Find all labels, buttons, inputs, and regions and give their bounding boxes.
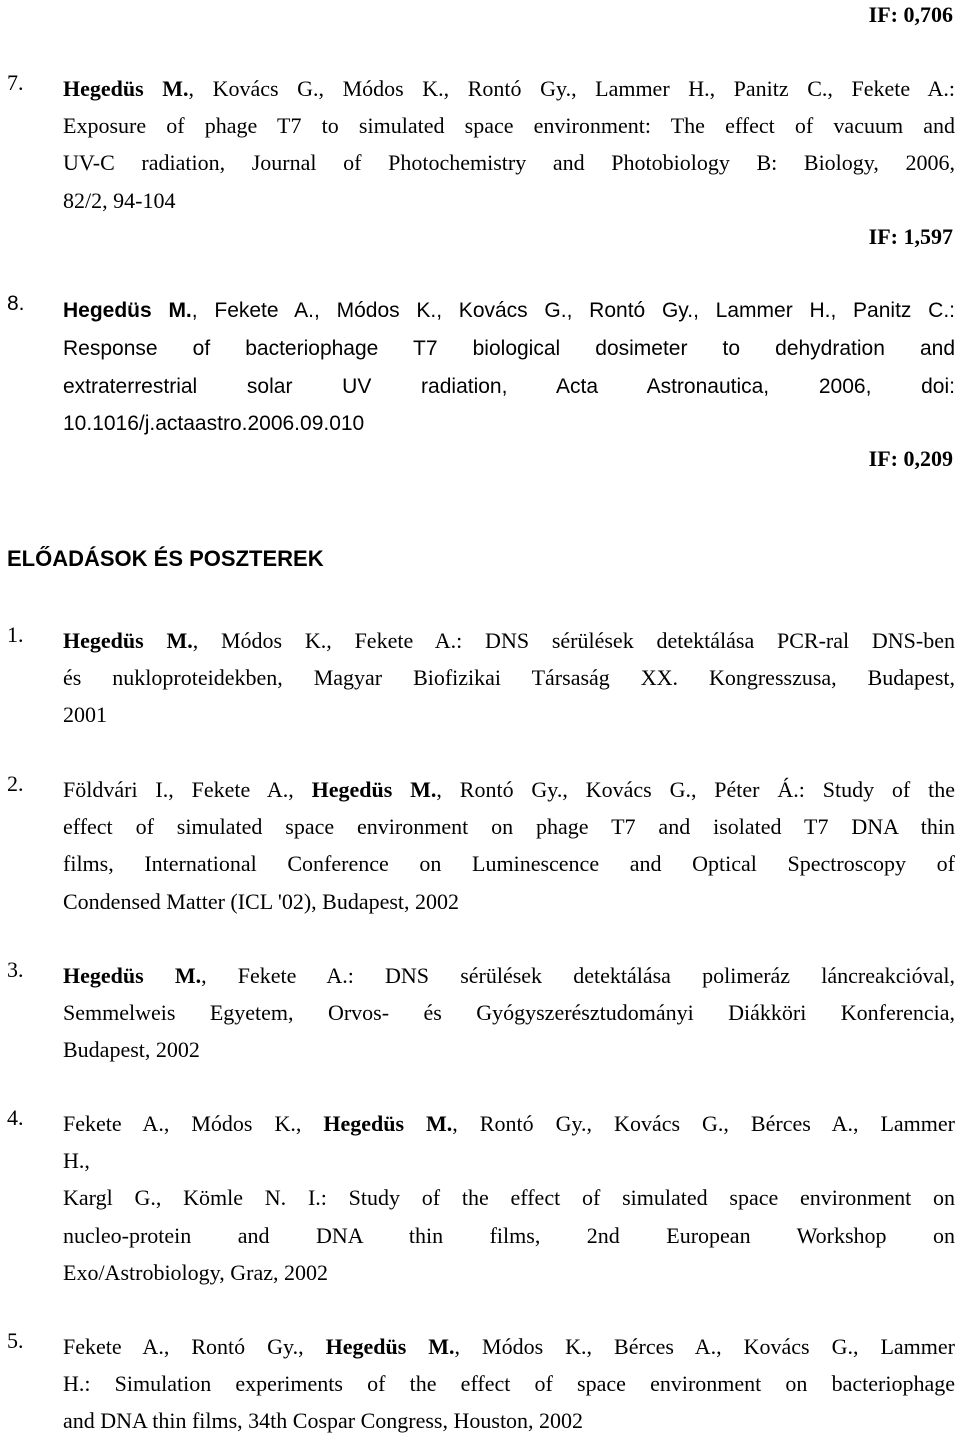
- text-line: H.: Simulation experiments of the effect of space environment on bacteriophage: [63, 1371, 955, 1397]
- author-line: [63, 957, 955, 994]
- text-line: Exposure of phage T7 to simulated space environment: The effect of vacuum and: [63, 113, 955, 139]
- author-line: [63, 771, 955, 808]
- section-heading: ELŐADÁSOK ÉS POSZTEREK: [7, 546, 324, 571]
- text-line: Kargl G., Kömle N. I.: Study of the effect of simulated space environment on: [63, 1185, 955, 1211]
- text-line: Semmelweis Egyetem, Orvos- és Gyógyszerésztudományi Diákköri Konferencia,: [63, 1000, 955, 1026]
- text-line: 10.1016/j.actaastro.2006.09.010: [63, 412, 365, 436]
- text-line: Exo/Astrobiology, Graz, 2002: [63, 1259, 328, 1285]
- presentation-entry: [7, 1328, 955, 1440]
- text-line: 2001: [63, 702, 107, 728]
- entry-number: 5.: [7, 1328, 24, 1353]
- co-authors: Földvári I., Fekete A.,: [63, 777, 312, 802]
- text-line: extraterrestrial solar UV radiation, Acta Astronautica, 2006, doi:: [63, 374, 955, 398]
- text-line: Budapest, 2002: [63, 1037, 200, 1063]
- highlighted-author: Hegedüs M.: [325, 1334, 455, 1359]
- co-authors: , Módos K., Fekete A.: DNS sérülések detektálása PCR-ral DNS-ben: [192, 628, 955, 653]
- highlighted-author: Hegedüs M.: [63, 963, 202, 988]
- entry-text: [63, 1105, 955, 1291]
- presentation-entry: [7, 957, 955, 1069]
- text-line: effect of simulated space environment on phage T7 and isolated T7 DNA thin: [63, 814, 955, 840]
- co-authors: , Fekete A.: DNS sérülések detektálása polimeráz láncreakcióval,: [201, 963, 955, 988]
- entry-number: 4.: [7, 1105, 24, 1130]
- co-authors: Fekete A., Rontó Gy.,: [63, 1334, 326, 1359]
- entry-number: 8.: [7, 292, 25, 315]
- text-line: 82/2, 94-104: [63, 187, 176, 213]
- text-line: H.,: [63, 1148, 90, 1174]
- entry-text: [63, 957, 955, 1069]
- entry-number: 1.: [7, 622, 24, 647]
- co-authors: , Rontó Gy., Kovács G., Bérces A., Lammer: [452, 1111, 955, 1136]
- highlighted-author: Hegedüs M.: [63, 628, 193, 653]
- entry-number: 3.: [7, 957, 24, 982]
- publication-entry: [7, 70, 955, 219]
- presentation-entry: [7, 622, 955, 734]
- entry-text: [63, 70, 955, 219]
- text-line: Response of bacteriophage T7 biological dosimeter to dehydration and: [63, 336, 955, 360]
- impact-factor: IF: 1,597: [868, 224, 953, 249]
- text-line: and DNA thin films, 34th Cospar Congress, Houston, 2002: [63, 1408, 584, 1434]
- author-line: [63, 70, 955, 107]
- co-authors: , Rontó Gy., Kovács G., Péter Á.: Study of the: [436, 777, 955, 802]
- entry-text: [63, 622, 955, 734]
- author-line: [63, 292, 955, 330]
- author-line: [63, 1328, 955, 1365]
- text-line: nucleo-protein and DNA thin films, 2nd European Workshop on: [63, 1222, 955, 1248]
- entry-number: 2.: [7, 771, 24, 796]
- presentation-entry: [7, 1105, 955, 1291]
- highlighted-author: Hegedüs M.: [311, 777, 437, 802]
- co-authors: Fekete A., Módos K.,: [63, 1111, 324, 1136]
- highlighted-author: Hegedüs M.: [323, 1111, 453, 1136]
- text-line: UV-C radiation, Journal of Photochemistry and Photobiology B: Biology, 2006,: [63, 150, 955, 176]
- entry-text: [63, 292, 955, 443]
- author-line: [63, 1105, 955, 1142]
- text-line: Condensed Matter (ICL '02), Budapest, 2002: [63, 888, 460, 914]
- entry-text: [63, 771, 955, 920]
- impact-factor: IF: 0,706: [868, 2, 953, 27]
- entry-number: 7.: [7, 70, 24, 95]
- text-line: films, International Conference on Luminescence and Optical Spectroscopy of: [63, 851, 955, 877]
- author-line: [63, 622, 955, 659]
- co-authors: , Fekete A., Módos K., Kovács G., Rontó Gy., Lammer H., Panitz C.:: [191, 299, 955, 322]
- impact-factor: IF: 0,209: [868, 446, 953, 471]
- co-authors: , Módos K., Bérces A., Kovács G., Lammer: [454, 1334, 955, 1359]
- highlighted-author: Hegedüs M.: [63, 299, 192, 322]
- text-line: és nukloproteidekben, Magyar Biofizikai Társaság XX. Kongresszusa, Budapest,: [63, 665, 955, 691]
- presentation-entry: [7, 771, 955, 920]
- publication-entry: [7, 292, 955, 443]
- co-authors: , Kovács G., Módos K., Rontó Gy., Lammer H., Panitz C., Fekete A.:: [188, 76, 955, 101]
- entry-text: [63, 1328, 955, 1440]
- highlighted-author: Hegedüs M.: [63, 76, 189, 101]
